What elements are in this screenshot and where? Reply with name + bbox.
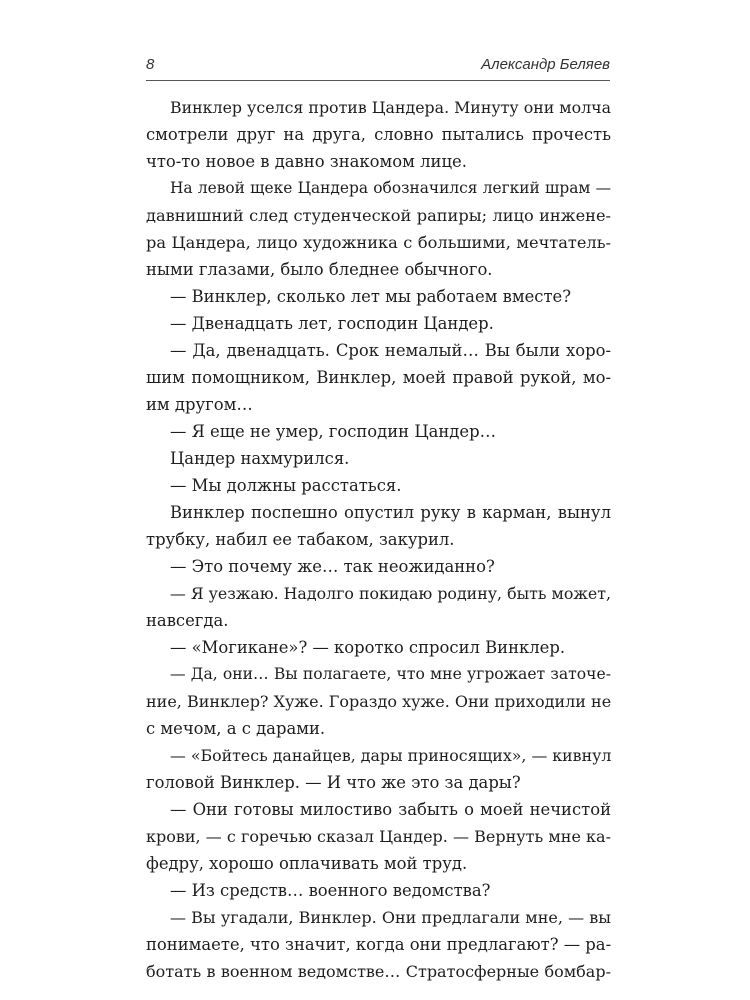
text-line: давнишний след студенческой рапиры; лицо инжене- — [146, 206, 611, 225]
text-line: шим помощником, Винклер, моей правой рукой, мо- — [146, 368, 611, 387]
text-line: трубку, набил ее табаком, закурил. — [146, 530, 455, 549]
running-header — [146, 56, 610, 78]
text-line: с мечом, а с дарами. — [146, 719, 326, 738]
text-line: смотрели друг на друга, словно пытались прочесть — [146, 125, 611, 144]
text-line: им другом… — [146, 395, 253, 414]
text-line: — Это почему же… так неожиданно? — [170, 557, 495, 576]
text-line: навсегда. — [146, 611, 229, 630]
text-line: ными глазами, было бледнее обычного. — [146, 260, 493, 279]
text-line: — Мы должны расстаться. — [170, 476, 402, 495]
text-line: — Да, они… Вы полагаете, что мне угрожает заточе- — [170, 665, 611, 683]
text-line: Винклер поспешно опустил руку в карман, вынул — [170, 503, 611, 522]
text-line: что-то новое в давно знакомом лице. — [146, 152, 467, 171]
text-line: ра Цандера, лицо художника с большими, мечтатель- — [146, 233, 611, 252]
text-line: — Они готовы милостиво забыть о моей нечистой — [170, 800, 611, 819]
text-line: головой Винклер. — И что же это за дары? — [146, 773, 521, 792]
text-line: ние, Винклер? Хуже. Гораздо хуже. Они приходили не — [146, 692, 611, 711]
text-line: федру, хорошо оплачивать мой труд. — [146, 854, 468, 873]
text-line: — Я уезжаю. Надолго покидаю родину, быть может, — [170, 584, 611, 603]
text-line: понимаете, что значит, когда они предлагают? — ра- — [146, 935, 611, 954]
running-title: Александр Беляев — [481, 56, 610, 73]
text-line: Винклер уселся против Цандера. Минуту они молча — [170, 98, 611, 117]
text-body — [146, 94, 611, 985]
text-line: — «Бойтесь данайцев, дары приносящих», — кивнул — [170, 746, 611, 765]
text-line: — Винклер, сколько лет мы работаем вместе? — [170, 287, 572, 306]
text-line: — Двенадцать лет, господин Цандер. — [170, 314, 494, 333]
text-line: — Вы угадали, Винклер. Они предлагали мне, — вы — [170, 908, 611, 927]
text-line: ботать в военном ведомстве… Стратосферные бомбар- — [146, 962, 611, 981]
text-line: — Да, двенадцать. Срок немалый… Вы были хоро- — [170, 341, 611, 360]
header-rule — [146, 80, 610, 81]
text-line: Цандер нахмурился. — [170, 449, 350, 468]
text-line: — Из средств… военного ведомства? — [170, 881, 491, 900]
page-number: 8 — [146, 56, 155, 73]
text-line: крови, — с горечью сказал Цандер. — Вернуть мне ка- — [146, 827, 611, 846]
text-line: — Я еще не умер, господин Цандер… — [170, 422, 496, 441]
text-line: На левой щеке Цандера обозначился легкий шрам — — [170, 179, 611, 197]
text-line: — «Могикане»? — коротко спросил Винклер. — [170, 638, 566, 657]
